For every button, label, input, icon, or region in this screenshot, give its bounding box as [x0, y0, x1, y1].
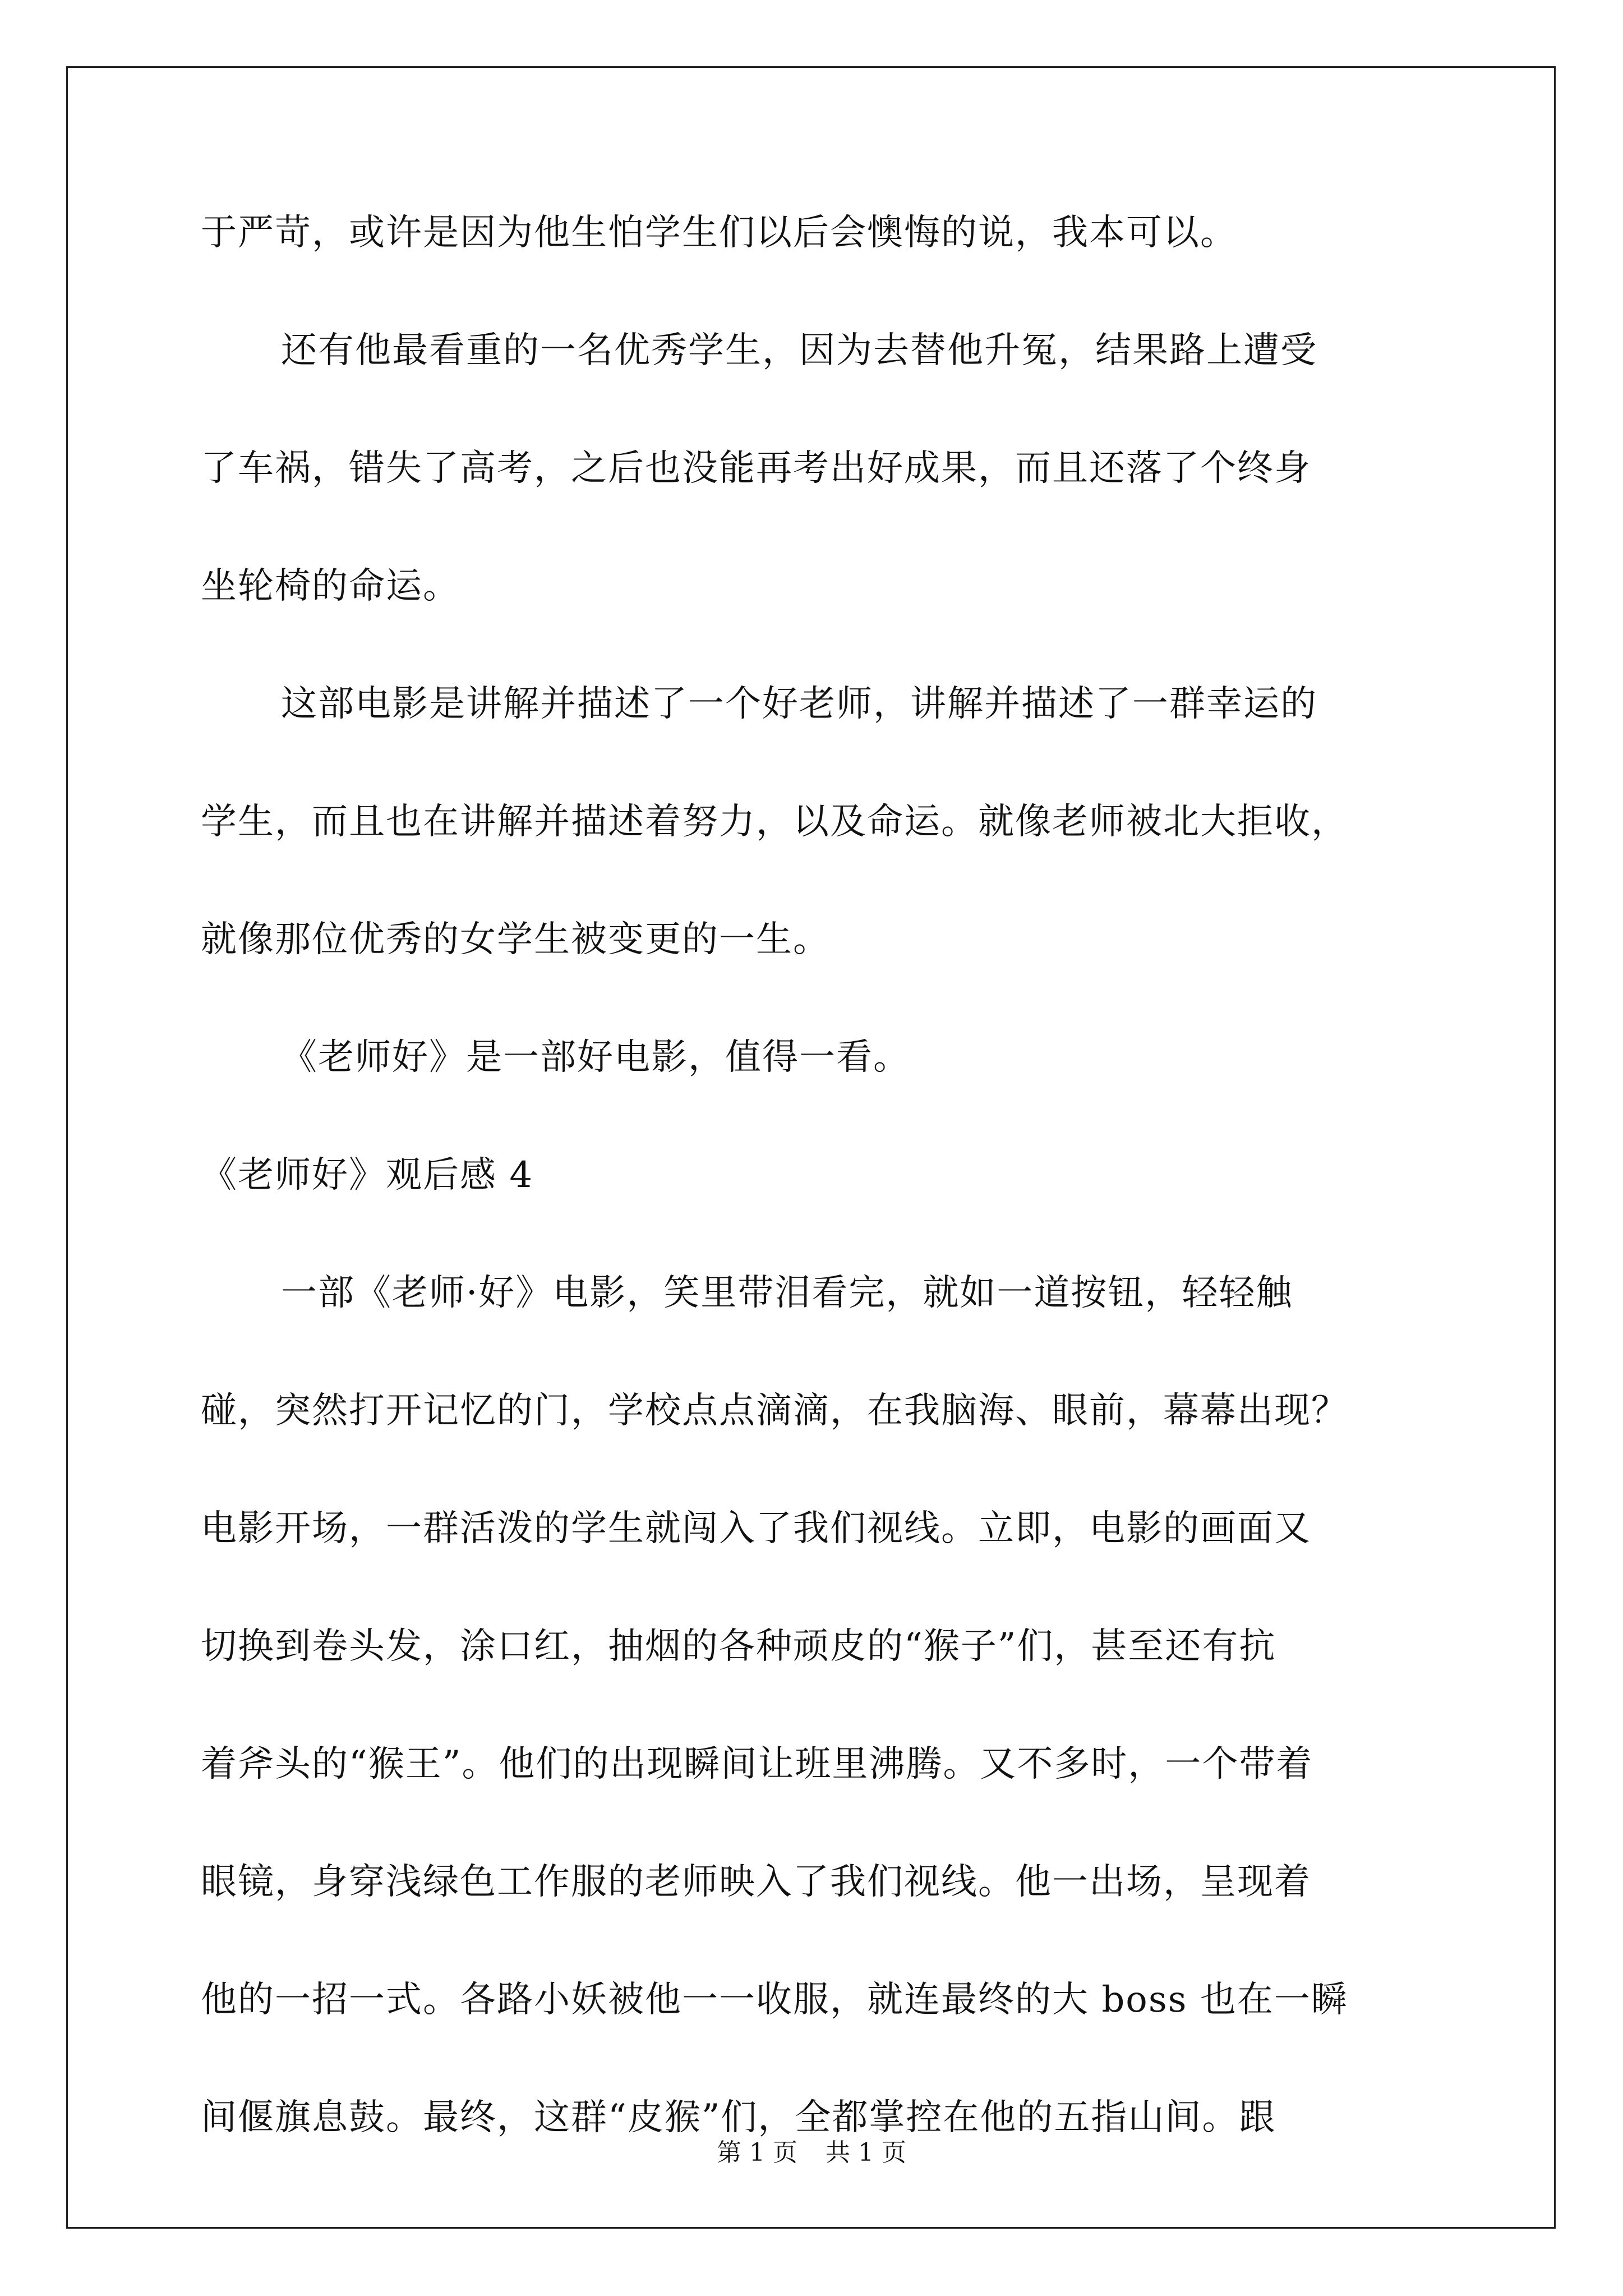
- text-line-14: 着斧头的“猴王”。他们的出现瞬间让班里沸腾。又不多时，一个带着: [201, 1743, 1313, 1785]
- text-line-15: 眼镜，身穿浅绿色工作服的老师映入了我们视线。他一出场，呈现着: [201, 1861, 1311, 1903]
- page-number-current: 第 1 页: [717, 2138, 797, 2167]
- text-line-16: 他的一招一式。各路小妖被他一一收服，就连最终的大 boss 也在一瞬: [201, 1979, 1348, 2021]
- text-line-11: 碰，突然打开记忆的门，学校点点滴滴，在我脑海、眼前，幕幕出现？: [201, 1390, 1348, 1432]
- section-heading: 《老师好》观后感 4: [201, 1154, 534, 1196]
- text-line-8: 《老师好》是一部好电影，值得一看。: [281, 1037, 910, 1078]
- text-line-12: 电影开场，一群活泼的学生就闯入了我们视线。立即，电影的画面又: [201, 1508, 1311, 1549]
- text-line-17: 间偃旗息鼓。最终，这群“皮猴”们，全都掌控在他的五指山间。跟: [201, 2097, 1276, 2138]
- text-line-1: 于严苛，或许是因为他生怕学生们以后会懊悔的说，我本可以。: [201, 212, 1237, 254]
- text-line-6: 学生，而且也在讲解并描述着努力，以及命运。就像老师被北大拒收，: [201, 801, 1348, 843]
- text-line-3: 了车祸，错失了高考，之后也没能再考出好成果，而且还落了个终身: [201, 448, 1311, 489]
- text-line-10: 一部《老师·好》电影，笑里带泪看完，就如一道按钮，轻轻触: [281, 1272, 1293, 1314]
- text-line-4: 坐轮椅的命运。: [201, 565, 460, 607]
- text-line-7: 就像那位优秀的女学生被变更的一生。: [201, 919, 830, 960]
- page-number-total: 共 1 页: [826, 2138, 906, 2167]
- page-footer: [0, 2136, 1623, 2170]
- text-line-13: 切换到卷头发，涂口红，抽烟的各种顽皮的“猴子”们，甚至还有抗: [201, 1626, 1276, 1667]
- text-line-5: 这部电影是讲解并描述了一个好老师，讲解并描述了一群幸运的: [281, 683, 1317, 725]
- text-line-2: 还有他最看重的一名优秀学生，因为去替他升冤，结果路上遭受: [281, 330, 1317, 371]
